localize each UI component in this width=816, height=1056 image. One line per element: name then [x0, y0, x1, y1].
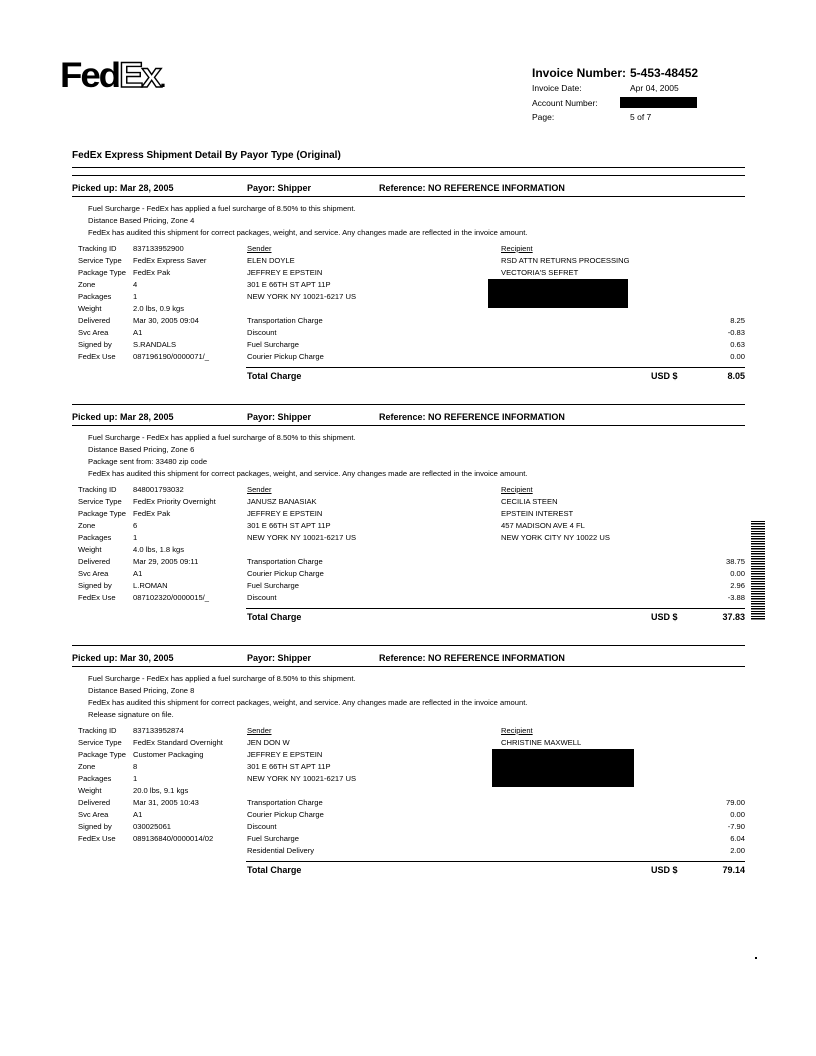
shipment-note: FedEx has audited this shipment for correct packages, weight, and service. Any changes made are reflected in the invoice amount. — [88, 469, 528, 478]
logo-ex: Ex — [119, 56, 160, 95]
recipient-line: 457 MADISON AVE 4 FL — [501, 521, 585, 530]
charge-label: Fuel Surcharge — [247, 581, 299, 590]
charge-label: Fuel Surcharge — [247, 340, 299, 349]
field-label-packages: Packages — [78, 292, 112, 301]
field-label-signed: Signed by — [78, 340, 112, 349]
charge-label: Transportation Charge — [247, 316, 323, 325]
field-label-signed: Signed by — [78, 581, 112, 590]
invoice-number: 5-453-48452 — [630, 66, 699, 80]
charge-label: Discount — [247, 822, 277, 831]
total-amount: 8.05 — [727, 371, 745, 381]
field-label-svc-area: Svc Area — [78, 569, 109, 578]
invoice-date: Apr 04, 2005 — [630, 83, 679, 93]
total-label: Total Charge — [247, 371, 302, 381]
account-number-label: Account Number: — [532, 98, 598, 108]
field-label-fedex-use: FedEx Use — [78, 593, 116, 602]
field-value-fedex-use: 087102320/0000015/_ — [133, 593, 210, 602]
field-value-fedex-use: 087196190/0000071/_ — [133, 352, 210, 361]
field-value-tracking: 837133952900 — [133, 244, 184, 253]
reference: Reference: NO REFERENCE INFORMATION — [379, 412, 565, 422]
field-label-svc-area: Svc Area — [78, 810, 109, 819]
sender-line: NEW YORK NY 10021-6217 US — [247, 774, 357, 783]
charge-amount: 0.00 — [730, 352, 745, 361]
shipment-note: FedEx has audited this shipment for correct packages, weight, and service. Any changes made are reflected in the invoice amount. — [88, 698, 528, 707]
field-value-package: Customer Packaging — [133, 750, 204, 759]
invoice-number-label: Invoice Number: — [532, 66, 627, 80]
field-value-zone: 4 — [133, 280, 138, 289]
field-label-service: Service Type — [78, 497, 122, 506]
logo-fed: Fed — [60, 56, 120, 95]
field-value-tracking: 837133952874 — [133, 726, 184, 735]
field-value-delivered: Mar 30, 2005 09:04 — [133, 316, 199, 325]
total-currency: USD $ — [651, 612, 678, 622]
shipment-top-rule — [72, 404, 745, 405]
logo-dot: . — [159, 67, 165, 92]
field-label-tracking: Tracking ID — [78, 244, 117, 253]
sender-label: Sender — [247, 244, 272, 253]
recipient-line: CHRISTINE MAXWELL — [501, 738, 582, 747]
charge-label: Discount — [247, 593, 277, 602]
field-label-package: Package Type — [78, 509, 126, 518]
sender-line: NEW YORK NY 10021-6217 US — [247, 292, 357, 301]
field-label-delivered: Delivered — [78, 316, 111, 325]
total-amount: 37.83 — [722, 612, 745, 622]
shipment-top-rule — [72, 175, 745, 176]
sender-line: 301 E 66TH ST APT 11P — [247, 280, 331, 289]
sender-line: 301 E 66TH ST APT 11P — [247, 521, 331, 530]
field-label-tracking: Tracking ID — [78, 726, 117, 735]
recipient-line: CECILIA STEEN — [501, 497, 558, 506]
charge-amount: 2.96 — [730, 581, 745, 590]
sender-line: ELEN DOYLE — [247, 256, 295, 265]
charge-label: Transportation Charge — [247, 798, 323, 807]
field-label-zone: Zone — [78, 762, 96, 771]
page-title: FedEx Express Shipment Detail By Payor Type (Original) — [72, 150, 341, 161]
charge-label: Transportation Charge — [247, 557, 323, 566]
payor: Payor: Shipper — [247, 412, 312, 422]
total-rule — [246, 861, 745, 862]
charge-label: Courier Pickup Charge — [247, 810, 324, 819]
field-label-service: Service Type — [78, 738, 122, 747]
recipient-line: VECTORIA'S SEFRET — [501, 268, 579, 277]
sender-label: Sender — [247, 485, 272, 494]
shipment-header-rule — [72, 666, 745, 667]
field-value-weight: 4.0 lbs, 1.8 kgs — [133, 545, 185, 554]
charge-label: Fuel Surcharge — [247, 834, 299, 843]
page-mark — [755, 957, 757, 959]
field-value-package: FedEx Pak — [133, 509, 171, 518]
total-rule — [246, 608, 745, 609]
sender-line: JEN DON W — [247, 738, 290, 747]
charge-amount: 6.04 — [730, 834, 745, 843]
field-value-signed: L.ROMAN — [133, 581, 168, 590]
charge-label: Discount — [247, 328, 277, 337]
payor: Payor: Shipper — [247, 183, 312, 193]
invoice-date-label: Invoice Date: — [532, 83, 582, 93]
sender-line: JANUSZ BANASIAK — [247, 497, 317, 506]
picked-up: Picked up: Mar 28, 2005 — [72, 183, 174, 193]
sender-line: JEFFREY E EPSTEIN — [247, 509, 323, 518]
recipient-line: EPSTEIN INTEREST — [501, 509, 574, 518]
shipment-note: Fuel Surcharge - FedEx has applied a fuel surcharge of 8.50% to this shipment. — [88, 674, 356, 683]
shipment-note: Fuel Surcharge - FedEx has applied a fuel surcharge of 8.50% to this shipment. — [88, 433, 356, 442]
field-label-package: Package Type — [78, 750, 126, 759]
field-value-packages: 1 — [133, 774, 138, 783]
field-value-svc-area: A1 — [133, 328, 143, 337]
shipment-note: Package sent from: 33480 zip code — [88, 457, 208, 466]
field-label-service: Service Type — [78, 256, 122, 265]
page-number: 5 of 7 — [630, 112, 652, 122]
field-value-signed: S.RANDALS — [133, 340, 177, 349]
total-currency: USD $ — [651, 865, 678, 875]
sender-line: JEFFREY E EPSTEIN — [247, 268, 323, 277]
reference: Reference: NO REFERENCE INFORMATION — [379, 183, 565, 193]
sender-label: Sender — [247, 726, 272, 735]
field-label-package: Package Type — [78, 268, 126, 277]
reference: Reference: NO REFERENCE INFORMATION — [379, 653, 565, 663]
field-value-service: FedEx Standard Overnight — [133, 738, 223, 747]
shipment-note: Release signature on file. — [88, 710, 174, 719]
charge-amount: -7.90 — [727, 822, 745, 831]
recipient-label: Recipient — [501, 485, 533, 494]
total-label: Total Charge — [247, 865, 302, 875]
charge-amount: 0.63 — [730, 340, 745, 349]
field-value-svc-area: A1 — [133, 569, 143, 578]
sender-line: NEW YORK NY 10021-6217 US — [247, 533, 357, 542]
recipient-line: NEW YORK CITY NY 10022 US — [501, 533, 610, 542]
field-value-package: FedEx Pak — [133, 268, 171, 277]
account-number-redaction — [620, 97, 697, 108]
charge-amount: -0.83 — [727, 328, 745, 337]
barcode — [751, 521, 765, 621]
charge-label: Courier Pickup Charge — [247, 352, 324, 361]
total-amount: 79.14 — [722, 865, 745, 875]
field-value-zone: 6 — [133, 521, 138, 530]
total-label: Total Charge — [247, 612, 302, 622]
charge-amount: 2.00 — [730, 846, 745, 855]
field-label-svc-area: Svc Area — [78, 328, 109, 337]
field-value-weight: 2.0 lbs, 0.9 kgs — [133, 304, 185, 313]
shipment-note: Distance Based Pricing, Zone 4 — [88, 216, 195, 225]
charge-amount: 79.00 — [725, 798, 745, 807]
field-label-signed: Signed by — [78, 822, 112, 831]
picked-up: Picked up: Mar 30, 2005 — [72, 653, 174, 663]
field-value-packages: 1 — [133, 292, 138, 301]
field-value-service: FedEx Priority Overnight — [133, 497, 216, 506]
field-label-weight: Weight — [78, 786, 102, 795]
field-value-weight: 20.0 lbs, 9.1 kgs — [133, 786, 189, 795]
shipment-header-rule — [72, 425, 745, 426]
field-label-zone: Zone — [78, 280, 96, 289]
picked-up: Picked up: Mar 28, 2005 — [72, 412, 174, 422]
field-value-service: FedEx Express Saver — [133, 256, 207, 265]
field-value-packages: 1 — [133, 533, 138, 542]
shipment-note: Distance Based Pricing, Zone 8 — [88, 686, 195, 695]
field-label-weight: Weight — [78, 545, 102, 554]
shipment-note: Distance Based Pricing, Zone 6 — [88, 445, 195, 454]
sender-line: JEFFREY E EPSTEIN — [247, 750, 323, 759]
charge-label: Residential Delivery — [247, 846, 315, 855]
total-currency: USD $ — [651, 371, 678, 381]
recipient-label: Recipient — [501, 726, 533, 735]
shipment-top-rule — [72, 645, 745, 646]
shipment-note: FedEx has audited this shipment for correct packages, weight, and service. Any changes made are reflected in the invoice amount. — [88, 228, 528, 237]
shipment-note: Fuel Surcharge - FedEx has applied a fuel surcharge of 8.50% to this shipment. — [88, 204, 356, 213]
fedex-logo — [60, 56, 164, 96]
field-label-delivered: Delivered — [78, 798, 111, 807]
field-value-tracking: 848001793032 — [133, 485, 184, 494]
field-value-delivered: Mar 31, 2005 10:43 — [133, 798, 199, 807]
field-value-svc-area: A1 — [133, 810, 143, 819]
shipment-header-rule — [72, 196, 745, 197]
field-label-fedex-use: FedEx Use — [78, 834, 116, 843]
charge-label: Courier Pickup Charge — [247, 569, 324, 578]
field-value-zone: 8 — [133, 762, 138, 771]
recipient-redaction — [488, 279, 628, 308]
field-value-signed: 030025061 — [133, 822, 172, 831]
field-value-delivered: Mar 29, 2005 09:11 — [133, 557, 199, 566]
field-label-packages: Packages — [78, 774, 112, 783]
field-label-fedex-use: FedEx Use — [78, 352, 116, 361]
charge-amount: 38.75 — [725, 557, 745, 566]
total-rule — [246, 367, 745, 368]
recipient-line: RSD ATTN RETURNS PROCESSING — [501, 256, 630, 265]
recipient-redaction — [492, 749, 634, 787]
field-label-delivered: Delivered — [78, 557, 111, 566]
charge-amount: 0.00 — [730, 569, 745, 578]
field-value-fedex-use: 089136840/0000014/02 — [133, 834, 214, 843]
recipient-label: Recipient — [501, 244, 533, 253]
charge-amount: 0.00 — [730, 810, 745, 819]
charge-amount: -3.88 — [727, 593, 745, 602]
field-label-tracking: Tracking ID — [78, 485, 117, 494]
payor: Payor: Shipper — [247, 653, 312, 663]
page-label: Page: — [532, 112, 555, 122]
title-rule — [72, 167, 745, 168]
sender-line: 301 E 66TH ST APT 11P — [247, 762, 331, 771]
charge-amount: 8.25 — [730, 316, 745, 325]
field-label-packages: Packages — [78, 533, 112, 542]
field-label-weight: Weight — [78, 304, 102, 313]
field-label-zone: Zone — [78, 521, 96, 530]
